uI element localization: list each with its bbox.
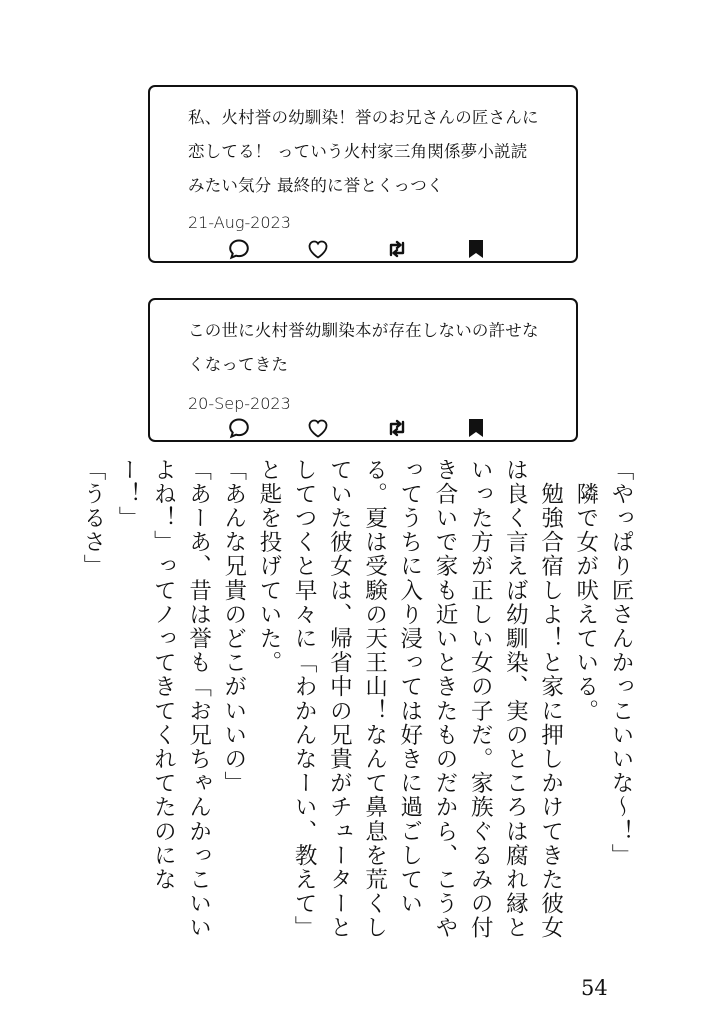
tweet-actions [150,416,576,440]
tweet-actions [150,237,576,261]
dialogue-line: 「あーあ、昔は誉も「お兄ちゃんかっこいいよね！」ってノってきてくれてたのになー！」 [115,458,212,940]
bookmark-icon[interactable] [464,237,488,261]
tweet-card-2 [148,298,578,442]
narration-paragraph: 隣で女が吠えている。 [572,458,599,724]
retweet-icon[interactable] [385,416,409,440]
retweet-icon[interactable] [385,237,409,261]
tweet-card-1 [148,85,578,263]
narration-paragraph: 勉強合宿しよ！と家に押しかけてきた彼女は良く言えば幼馴染、実のところは腐れ縁といった方が正しい女の子だ。家族ぐるみの付き合いで家も近いときたものだから、こうやってうちに入り浸っては好きに過ごしている。夏は受験の天王山！なんて鼻息を荒くしていた彼女は、帰省中の兄貴がチューターとしてつくと早々に「わかんなーい、教えて」と匙を投げていた。 [255,458,564,940]
reply-icon[interactable] [227,237,251,261]
novel-body-text [78,458,638,948]
tweet-date: 20-Sep-2023 [188,394,291,413]
dialogue-line: 「やっぱり匠さんかっこいいな〜！」 [608,458,634,868]
dialogue-line: 「うるさ」 [79,458,106,579]
dialogue-line: 「あんな兄貴のどこがいいの」 [220,458,247,796]
tweet-date: 21-Aug-2023 [188,213,291,232]
tweet-text: この世に火村誉幼馴染本が存在しないの許せな くなってきた [188,321,539,374]
page-number: 54 [581,976,608,1000]
like-icon[interactable] [306,416,330,440]
bookmark-icon[interactable] [464,416,488,440]
tweet-text: 私、火村誉の幼馴染！誉のお兄さんの匠さんに 恋してる！ っていう火村家三角関係夢小説読 みたい気分 最終的に誉とくっつく [188,108,539,195]
reply-icon[interactable] [227,416,251,440]
like-icon[interactable] [306,237,330,261]
